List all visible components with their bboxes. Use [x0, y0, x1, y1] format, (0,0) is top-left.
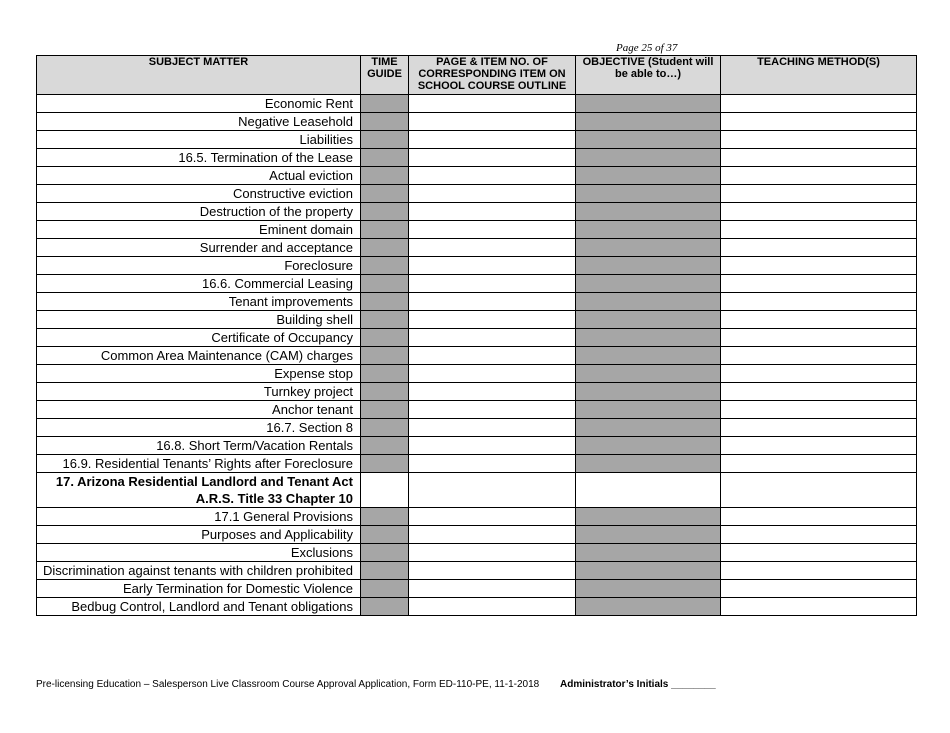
subject-cell: Destruction of the property [37, 203, 361, 221]
page-item-cell [409, 275, 576, 293]
table-row [37, 544, 917, 562]
subject-cell: 16.5. Termination of the Lease [37, 149, 361, 167]
table-row [37, 455, 917, 473]
objective-cell [576, 257, 721, 275]
time-guide-cell [361, 275, 409, 293]
time-guide-cell [361, 508, 409, 526]
time-guide-cell [361, 526, 409, 544]
objective-cell [576, 437, 721, 455]
subject-cell: Eminent domain [37, 221, 361, 239]
objective-cell [576, 562, 721, 580]
objective-cell [576, 293, 721, 311]
page-item-cell [409, 365, 576, 383]
objective-cell [576, 221, 721, 239]
table-row [37, 347, 917, 365]
teaching-method-cell [721, 598, 917, 616]
page-item-cell [409, 598, 576, 616]
table-row [37, 562, 917, 580]
teaching-method-cell [721, 580, 917, 598]
objective-cell [576, 508, 721, 526]
teaching-method-cell [721, 95, 917, 113]
teaching-method-cell [721, 401, 917, 419]
objective-cell [576, 383, 721, 401]
footer-form-text: Pre-licensing Education – Salesperson Live Classroom Course Approval Application, Form ED-110-PE, 11-1-2018 [36, 679, 540, 690]
teaching-method-cell [721, 113, 917, 131]
header-objective: OBJECTIVE (Student will be able to…) [576, 56, 721, 95]
teaching-method-cell [721, 365, 917, 383]
teaching-method-cell [721, 329, 917, 347]
time-guide-cell [361, 95, 409, 113]
subject-cell: 16.7. Section 8 [37, 419, 361, 437]
objective-cell [576, 347, 721, 365]
time-guide-cell [361, 580, 409, 598]
page-number: Page 25 of 37 [616, 42, 678, 54]
teaching-method-cell [721, 185, 917, 203]
page-item-cell [409, 508, 576, 526]
time-guide-cell [361, 562, 409, 580]
objective-cell [576, 544, 721, 562]
objective-cell [576, 473, 721, 508]
page-item-cell [409, 580, 576, 598]
time-guide-cell [361, 221, 409, 239]
objective-cell [576, 167, 721, 185]
time-guide-cell [361, 455, 409, 473]
subject-cell: 16.9. Residential Tenants’ Rights after Foreclosure [37, 455, 361, 473]
page-item-cell [409, 149, 576, 167]
subject-cell: Tenant improvements [37, 293, 361, 311]
objective-cell [576, 149, 721, 167]
table-row [37, 149, 917, 167]
page-footer [36, 679, 716, 690]
objective-cell [576, 131, 721, 149]
objective-cell [576, 329, 721, 347]
page-item-cell [409, 473, 576, 508]
time-guide-cell [361, 311, 409, 329]
table-row [37, 239, 917, 257]
objective-cell [576, 275, 721, 293]
teaching-method-cell [721, 473, 917, 508]
teaching-method-cell [721, 455, 917, 473]
time-guide-cell [361, 149, 409, 167]
objective-cell [576, 311, 721, 329]
course-outline-table [36, 55, 917, 616]
table-row [37, 508, 917, 526]
header-time-guide: TIME GUIDE [361, 56, 409, 95]
objective-cell [576, 239, 721, 257]
subject-cell: Expense stop [37, 365, 361, 383]
subject-cell: Constructive eviction [37, 185, 361, 203]
teaching-method-cell [721, 257, 917, 275]
time-guide-cell [361, 598, 409, 616]
table-row [37, 365, 917, 383]
page-item-cell [409, 383, 576, 401]
page-item-cell [409, 311, 576, 329]
subject-cell: Surrender and acceptance [37, 239, 361, 257]
page-item-cell [409, 419, 576, 437]
time-guide-cell [361, 401, 409, 419]
page-item-cell [409, 544, 576, 562]
time-guide-cell [361, 383, 409, 401]
time-guide-cell [361, 544, 409, 562]
subject-cell: Bedbug Control, Landlord and Tenant obligations [37, 598, 361, 616]
time-guide-cell [361, 239, 409, 257]
subject-cell: 16.6. Commercial Leasing [37, 275, 361, 293]
header-page-item: PAGE & ITEM NO. OF CORRESPONDING ITEM ON SCHOOL COURSE OUTLINE [409, 56, 576, 95]
table-row [37, 526, 917, 544]
time-guide-cell [361, 257, 409, 275]
objective-cell [576, 185, 721, 203]
page-item-cell [409, 347, 576, 365]
teaching-method-cell [721, 526, 917, 544]
time-guide-cell [361, 203, 409, 221]
subject-cell: 17. Arizona Residential Landlord and Tenant Act A.R.S. Title 33 Chapter 10 [37, 473, 361, 508]
page-item-cell [409, 257, 576, 275]
header-row [37, 56, 917, 95]
subject-cell: Early Termination for Domestic Violence [37, 580, 361, 598]
time-guide-cell [361, 329, 409, 347]
subject-cell: Economic Rent [37, 95, 361, 113]
page-item-cell [409, 185, 576, 203]
page-item-cell [409, 95, 576, 113]
objective-cell [576, 419, 721, 437]
table-row [37, 113, 917, 131]
subject-cell: Turnkey project [37, 383, 361, 401]
table-row [37, 221, 917, 239]
subject-cell: Discrimination against tenants with children prohibited [37, 562, 361, 580]
teaching-method-cell [721, 508, 917, 526]
objective-cell [576, 455, 721, 473]
table-row [37, 275, 917, 293]
page-item-cell [409, 167, 576, 185]
subject-cell: 17.1 General Provisions [37, 508, 361, 526]
table-row [37, 257, 917, 275]
objective-cell [576, 580, 721, 598]
table-row [37, 329, 917, 347]
objective-cell [576, 526, 721, 544]
objective-cell [576, 203, 721, 221]
teaching-method-cell [721, 131, 917, 149]
subject-cell: Common Area Maintenance (CAM) charges [37, 347, 361, 365]
teaching-method-cell [721, 311, 917, 329]
header-subject-matter: SUBJECT MATTER [37, 56, 361, 95]
time-guide-cell [361, 347, 409, 365]
page-item-cell [409, 329, 576, 347]
table-row [37, 203, 917, 221]
subject-cell: Foreclosure [37, 257, 361, 275]
objective-cell [576, 598, 721, 616]
page-item-cell [409, 113, 576, 131]
table-row [37, 95, 917, 113]
subject-cell: Actual eviction [37, 167, 361, 185]
page-item-cell [409, 131, 576, 149]
table-row [37, 293, 917, 311]
teaching-method-cell [721, 383, 917, 401]
subject-cell: Purposes and Applicability [37, 526, 361, 544]
teaching-method-cell [721, 437, 917, 455]
subject-cell: Negative Leasehold [37, 113, 361, 131]
header-teaching-methods: TEACHING METHOD(S) [721, 56, 917, 95]
subject-cell: Certificate of Occupancy [37, 329, 361, 347]
time-guide-cell [361, 167, 409, 185]
subject-cell: Liabilities [37, 131, 361, 149]
teaching-method-cell [721, 239, 917, 257]
teaching-method-cell [721, 562, 917, 580]
table-row [37, 437, 917, 455]
subject-cell: 16.8. Short Term/Vacation Rentals [37, 437, 361, 455]
teaching-method-cell [721, 221, 917, 239]
table-row [37, 185, 917, 203]
administrator-initials: Administrator’s Initials ________ [560, 679, 716, 690]
page-item-cell [409, 526, 576, 544]
time-guide-cell [361, 131, 409, 149]
time-guide-cell [361, 437, 409, 455]
page-item-cell [409, 239, 576, 257]
table-row [37, 311, 917, 329]
table-row [37, 401, 917, 419]
subject-cell: Anchor tenant [37, 401, 361, 419]
page-item-cell [409, 401, 576, 419]
subject-cell: Exclusions [37, 544, 361, 562]
page-item-cell [409, 203, 576, 221]
time-guide-cell [361, 419, 409, 437]
table-row [37, 167, 917, 185]
page-item-cell [409, 437, 576, 455]
objective-cell [576, 95, 721, 113]
teaching-method-cell [721, 275, 917, 293]
table-row [37, 131, 917, 149]
table-body [37, 95, 917, 616]
time-guide-cell [361, 365, 409, 383]
table-row [37, 598, 917, 616]
page-item-cell [409, 221, 576, 239]
teaching-method-cell [721, 544, 917, 562]
time-guide-cell [361, 293, 409, 311]
page-item-cell [409, 293, 576, 311]
table-row [37, 383, 917, 401]
objective-cell [576, 401, 721, 419]
teaching-method-cell [721, 347, 917, 365]
table-row [37, 419, 917, 437]
teaching-method-cell [721, 293, 917, 311]
time-guide-cell [361, 113, 409, 131]
teaching-method-cell [721, 419, 917, 437]
time-guide-cell [361, 185, 409, 203]
table-row [37, 473, 917, 508]
page-item-cell [409, 455, 576, 473]
teaching-method-cell [721, 149, 917, 167]
teaching-method-cell [721, 167, 917, 185]
objective-cell [576, 365, 721, 383]
teaching-method-cell [721, 203, 917, 221]
table-row [37, 580, 917, 598]
objective-cell [576, 113, 721, 131]
subject-cell: Building shell [37, 311, 361, 329]
time-guide-cell [361, 473, 409, 508]
page-item-cell [409, 562, 576, 580]
